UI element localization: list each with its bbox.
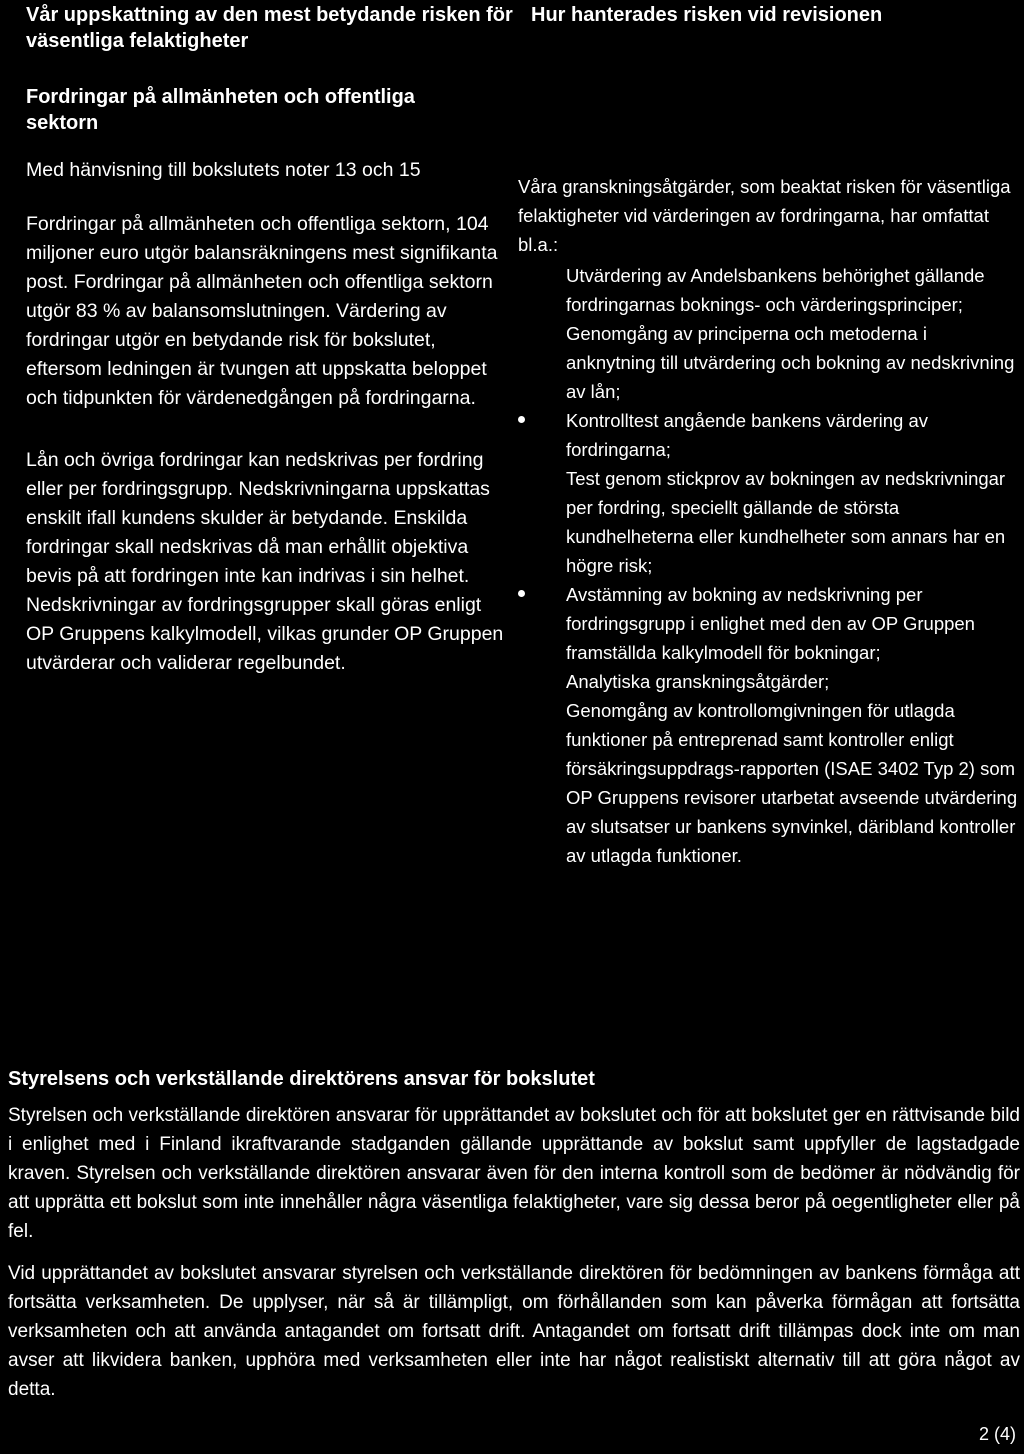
right-column-body [518, 172, 1018, 870]
procedure-item [518, 261, 1018, 319]
procedure-text: Test genom stickprov av bokningen av nedskrivningar per fordring, speciellt gällande de största kundhelheterna eller kundhelheter som annars har en högre risk; [566, 468, 1006, 576]
procedures-intro: Våra granskningsåtgärder, som beaktat risken för väsentliga felaktigheter vid värderingen av fordringarna, har omfattat bl.a.: [518, 176, 1011, 255]
section-title: Fordringar på allmänheten och offentliga sektorn [26, 86, 415, 134]
going-concern-paragraph: Vid upprättandet av bokslutet ansvarar styrelsen och verkställande direktören för bedömningen av bankens förmåga att fortsätta verksamheten. De upplyser, när så är tillämpligt, om förhållanden som kan påverka förmågan att fortsätta verksamheten och att använda antagandet om fortsatt drift. Antagandet om fortsatt drift tillämpas dock inte om man avser att likvidera banken, upphöra med verksamheten eller inte har något realistiskt alternativ till att göra något av detta. [8, 1263, 1020, 1400]
procedure-text: Genomgång av principerna och metoderna i anknytning till utvärdering och bokning av nedskrivning av lån; [566, 323, 1015, 402]
procedure-text: Avstämning av bokning av nedskrivning per fordringsgrupp i enlighet med den av OP Gruppen framställda kalkylmodell för bokningar; [566, 584, 975, 663]
procedure-item [518, 464, 1018, 580]
procedure-item [518, 667, 1018, 696]
impairment-paragraph: Lån och övriga fordringar kan nedskrivas per fordring eller per fordringsgrupp. Nedskrivningarna uppskattas enskilt ifall kundens skulder är betydande. Enskilda fordringar skall nedskrivas då man erhållit objektiva bevis på att fordringen inte kan indrivas i sin helhet. Nedskrivningar av fordringsgrupper skall göras enligt OP Gruppens kalkylmodell, vilkas grunder OP Gruppen utvärderar och validerar regelbundet. [26, 449, 504, 674]
procedure-text: Kontrolltest angående bankens värdering av fordringarna; [566, 410, 929, 460]
left-column-header: Vår uppskattning av den mest betydande risken för väsentliga felaktigheter [26, 4, 513, 52]
procedure-item [518, 319, 1018, 406]
page-number: 2 (4) [978, 1424, 1016, 1444]
procedure-item [518, 696, 1018, 870]
procedure-text: Utvärdering av Andelsbankens behörighet gällande fordringarnas boknings- och värderingsprinciper; [566, 265, 985, 315]
bullet-icon [518, 590, 525, 597]
responsibility-body [8, 1101, 1020, 1404]
procedure-item [518, 406, 1018, 464]
bullet-icon [518, 416, 525, 423]
responsibility-heading: Styrelsens och verkställande direktörens ansvar för bokslutet [8, 1068, 595, 1090]
note-reference: Med hänvisning till bokslutets noter 13 och 15 [26, 159, 421, 181]
procedure-text: Genomgång av kontrollomgivningen för utlagda funktioner på entreprenad samt kontroller enligt försäkringsuppdrags-rapporten (ISAE 3402 Typ 2) som OP Gruppens revisorer utarbetat avseende utvärdering av slutsatser ur bankens synvinkel, däribland kontroller av utlagda funktioner. [566, 700, 1018, 866]
procedure-text: Analytiska granskningsåtgärder; [566, 671, 830, 692]
procedure-item [518, 580, 1018, 667]
responsibility-paragraph: Styrelsen och verkställande direktören ansvarar för upprättandet av bokslutet och för att bokslutet ger en rättvisande bild i enlighet med i Finland ikraftvarande stadganden gällande upprättande av bokslut samt uppfyller de lagstadgade kraven. Styrelsen och verkställande direktören ansvarar även för den interna kontroll som de bedömer är nödvändig för att upprätta ett bokslut som inte innehåller några väsentliga felaktigheter, vare sig dessa beror på oegentligheter eller på fel. [8, 1105, 1020, 1242]
right-column-header: Hur hanterades risken vid revisionen [531, 4, 883, 26]
risk-paragraph: Fordringar på allmänheten och offentliga sektorn, 104 miljoner euro utgör balansräkningens mest signifikanta post. Fordringar på allmänheten och offentliga sektorn utgör 83 % av balansomslutningen. Värdering av fordringar utgör en betydande risk för bokslutet, eftersom ledningen är tvungen att uppskatta beloppet och tidpunkten för värdenedgången på fordringarna. [26, 213, 498, 409]
procedures-list [518, 261, 1018, 870]
left-column-body [26, 156, 506, 678]
